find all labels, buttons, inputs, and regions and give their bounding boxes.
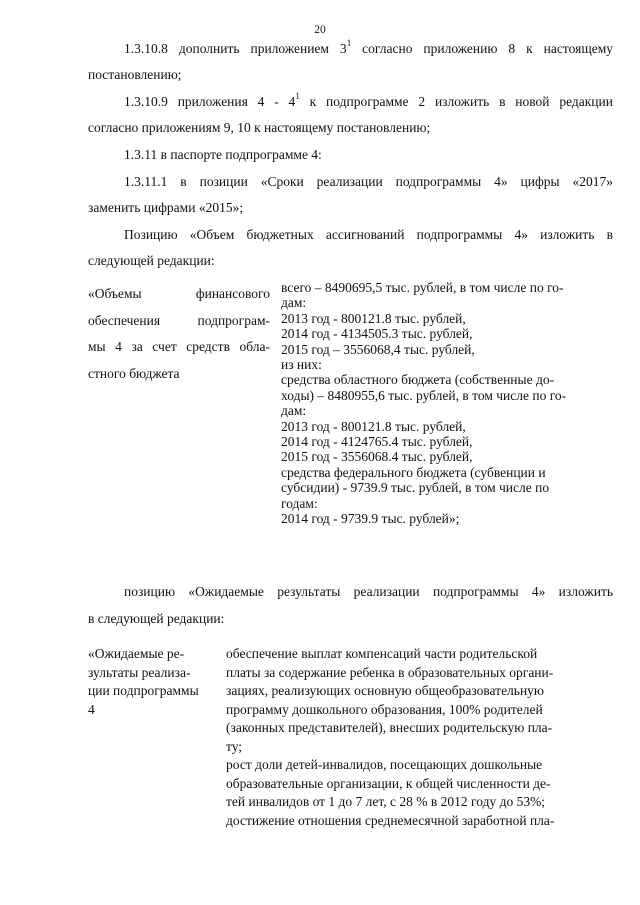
table1-right-line: 2014 год - 4134505.3 тыс. рублей, — [281, 326, 473, 342]
table1-left-cell — [88, 281, 270, 387]
item-1-3-10-9-continuation: согласно приложениям 9, 10 к настоящему постановлению; — [88, 120, 431, 135]
table1-right-cell — [281, 280, 613, 527]
table2-right-line: образовательные организации, к общей численности де- — [226, 775, 551, 791]
table2-left-line: «Ожидаемые ре- — [88, 646, 185, 661]
item-text: согласно приложению 8 к настоящему — [351, 41, 613, 56]
table1-right-line: 2015 год – 3556068,4 тыс. рублей, — [281, 341, 475, 357]
table2-left-cell — [88, 645, 218, 719]
table2-right-line: достижение отношения среднемесячной заработной пла- — [226, 812, 555, 828]
table1-right-line: средства областного бюджета (собственные до- — [281, 372, 555, 388]
position-budget-continuation: следующей редакции: — [88, 253, 215, 268]
superscript: 1 — [295, 90, 300, 101]
table1-right-line: 2014 год - 9739.9 тыс. рублей»; — [281, 511, 460, 527]
item-text: к подпрограмме 2 изложить в новой редакции — [299, 94, 613, 109]
table2-left-line: 4 — [88, 701, 95, 717]
table1-left-line: «Объемы финансового — [88, 286, 270, 301]
table2-right-line: рост доли детей-инвалидов, посещающих дошкольные — [226, 757, 543, 772]
table1-right-line: средства федерального бюджета (субвенции и — [281, 464, 546, 480]
table1-right-line: 2015 год - 3556068.4 тыс. рублей, — [281, 449, 473, 465]
table1-right-line: ходы) – 8480955,6 тыс. рублей, в том числе по го- — [281, 387, 567, 403]
position-budget-paragraph: Позицию «Объем бюджетных ассигнований подпрограммы 4» изложить в — [124, 227, 613, 242]
table1-left-line: обеспечения подпрограм- — [88, 312, 270, 328]
table2-right-line: зациях, реализующих основную общеобразовательную — [226, 683, 545, 698]
table1-right-line: дам: — [281, 295, 307, 311]
table2-right-line: (законных представителей), внесших родительскую пла- — [226, 720, 553, 735]
table1-right-line: из них: — [281, 357, 322, 373]
table2-right-cell — [226, 645, 613, 830]
item-1-3-11-1: 1.3.11.1 в позиции «Сроки реализации подпрограммы 4» цифры «2017» — [124, 174, 613, 189]
table1-right-line: субсидии) - 9739.9 тыс. рублей, в том числе по — [281, 480, 550, 496]
table1-right-line: 2013 год - 800121.8 тыс. рублей, — [281, 418, 466, 434]
table1-right-line: всего – 8490695,5 тыс. рублей, в том числе по го- — [281, 280, 564, 295]
table2-left-line: ции подпрограммы — [88, 683, 199, 698]
page-number: 20 — [314, 24, 326, 36]
table1-right-line: 2014 год - 4124765.4 тыс. рублей, — [281, 434, 473, 450]
position-results-paragraph: позицию «Ожидаемые результаты реализации подпрограммы 4» изложить — [124, 584, 613, 599]
item-1-3-11-1-continuation: заменить цифрами «2015»; — [88, 200, 244, 215]
item-text: 1.3.10.9 приложения 4 - 4 — [124, 94, 296, 109]
table2-right-line: тей инвалидов от 1 до 7 лет, с 28 % в 2012 году до 53%; — [226, 794, 546, 809]
item-1-3-10-8 — [124, 37, 613, 56]
table2-left-line: зультаты реализа- — [88, 664, 191, 680]
position-results-continuation: в следующей редакции: — [88, 611, 225, 626]
table2-right-line: обеспечение выплат компенсаций части родительской — [226, 646, 538, 661]
table1-left-line: стного бюджета — [88, 365, 180, 381]
table1-right-line: годам: — [281, 495, 318, 511]
item-1-3-10-8-continuation: постановлению; — [88, 67, 182, 82]
item-1-3-10-9 — [124, 90, 613, 109]
item-text: 1.3.10.8 дополнить приложением 3 — [124, 41, 347, 56]
table1-right-line: 2013 год - 800121.8 тыс. рублей, — [281, 310, 466, 326]
superscript: 1 — [346, 37, 352, 48]
table2-right-line: ту; — [226, 738, 243, 754]
table1-right-line: дам: — [281, 403, 307, 419]
table2-right-line: программу дошкольного образования, 100% родителей — [226, 701, 543, 717]
item-1-3-11: 1.3.11 в паспорте подпрограмме 4: — [124, 147, 322, 162]
table2-right-line: платы за содержание ребенка в образовательных органи- — [226, 664, 554, 680]
table1-left-line: мы 4 за счет средств обла- — [88, 339, 270, 354]
